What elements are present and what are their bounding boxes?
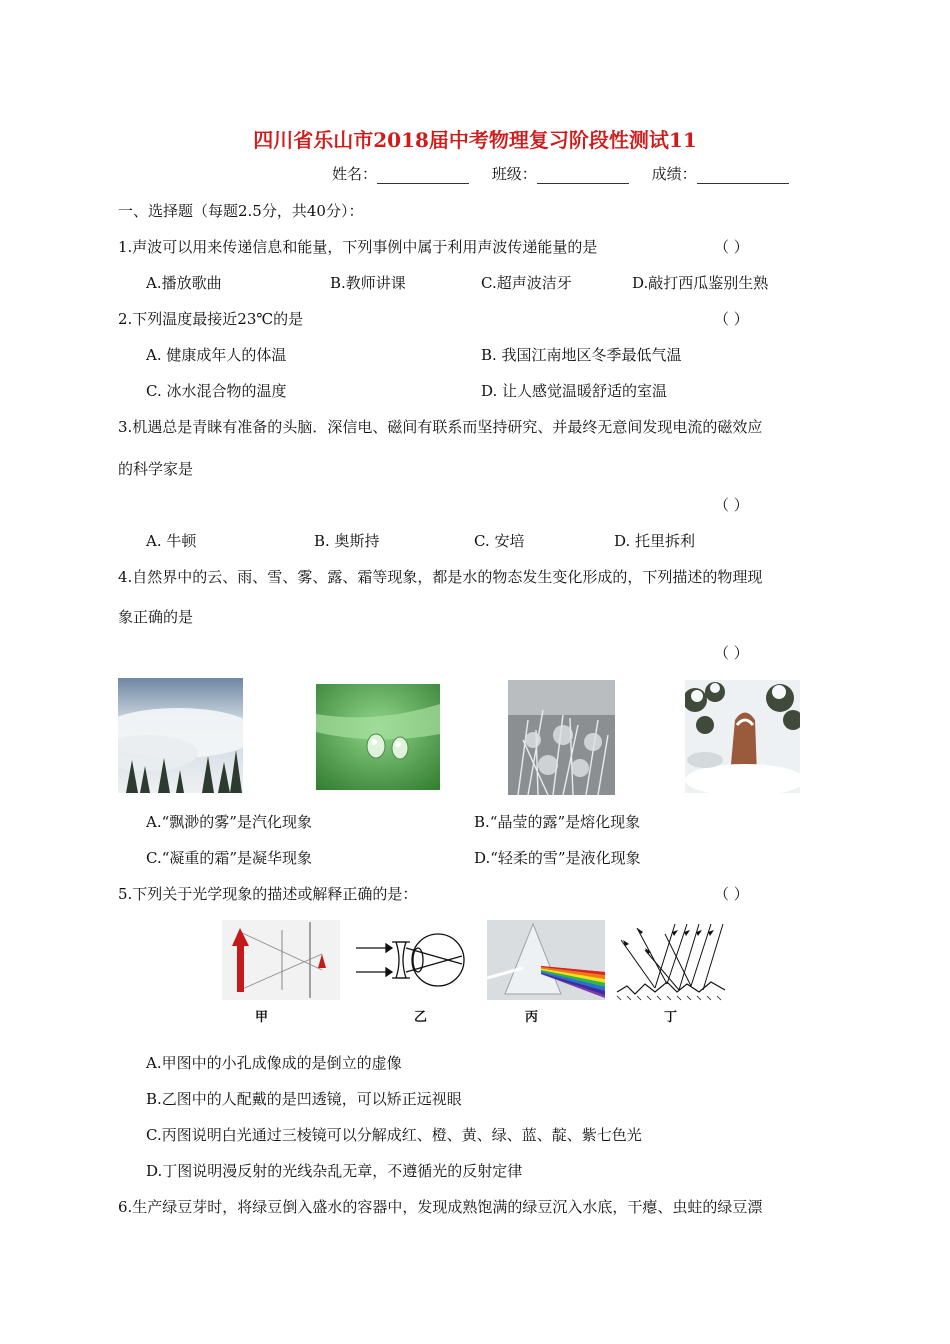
q5-option-a: A.甲图中的小孔成像成的是倒立的虚像 — [146, 1054, 402, 1072]
question-4-stem-line2: 象正确的是 — [118, 608, 194, 626]
question-6-stem: 6.生产绿豆芽时，将绿豆倒入盛水的容器中，发现成熟饱满的绿豆沉入水底，干瘪、虫蛀的绿豆漂 — [118, 1198, 763, 1216]
q3-option-a: A. 牛顿 — [146, 532, 197, 550]
fog-photo — [118, 678, 243, 793]
q1-option-b: B.教师讲课 — [330, 274, 406, 292]
answer-paren: （ ） — [714, 496, 749, 514]
prism-figure — [487, 920, 605, 1000]
fig-label-yi: 乙 — [414, 1010, 428, 1025]
snow-photo — [685, 680, 800, 793]
q5-option-c: C.丙图说明白光通过三棱镜可以分解成红、橙、黄、绿、蓝、靛、紫七色光 — [146, 1126, 642, 1144]
answer-paren: （ ） — [714, 238, 749, 256]
pinhole-figure — [222, 920, 340, 1000]
q4-option-a: A.“飘渺的雾”是汽化现象 — [146, 813, 312, 831]
question-4-stem-line1: 4.自然界中的云、雨、雪、雾、露、霜等现象，都是水的物态发生变化形成的，下列描述的物理现 — [118, 568, 763, 586]
class-label: 班级： — [491, 165, 537, 183]
q2-option-b: B. 我国江南地区冬季最低气温 — [481, 346, 682, 364]
fig-label-jia: 甲 — [255, 1010, 269, 1025]
q3-option-d: D. 托里拆利 — [614, 532, 696, 550]
name-blank — [377, 169, 469, 184]
q3-option-b: B. 奥斯持 — [314, 532, 380, 550]
student-info — [332, 163, 807, 184]
question-5-stem: 5.下列关于光学现象的描述或解释正确的是： — [118, 885, 418, 903]
q2-option-d: D. 让人感觉温暖舒适的室温 — [481, 382, 668, 400]
q4-option-c: C.“凝重的霜”是凝华现象 — [146, 849, 313, 867]
q4-option-d: D.“轻柔的雪”是液化现象 — [474, 849, 641, 867]
answer-paren: （ ） — [714, 885, 749, 903]
dew-photo — [316, 684, 440, 790]
q5-option-b: B.乙图中的人配戴的是凹透镜，可以矫正远视眼 — [146, 1090, 462, 1108]
section-heading: 一、选择题（每题2.5分，共40分）： — [118, 202, 364, 220]
q1-option-c: C.超声波洁牙 — [481, 274, 572, 292]
score-label: 成绩： — [651, 165, 697, 183]
answer-paren: （ ） — [714, 310, 749, 328]
answer-paren: （ ） — [714, 644, 749, 662]
eye-lens-figure — [352, 920, 470, 1000]
q1-option-a: A.播放歌曲 — [146, 274, 222, 292]
score-blank — [697, 169, 789, 184]
q3-option-c: C. 安培 — [474, 532, 525, 550]
q1-option-d: D.敲打西瓜鉴别生熟 — [632, 274, 769, 292]
question-3-stem-line1: 3.机遇总是青睐有准备的头脑．深信电、磁间有联系而坚持研究、并最终无意间发现电流的磁效应 — [118, 418, 763, 436]
frost-photo — [508, 680, 615, 795]
question-1-stem: 1.声波可以用来传递信息和能量，下列事例中属于利用声波传递能量的是 — [118, 238, 598, 256]
name-label: 姓名： — [332, 165, 378, 183]
question-3-stem-line2: 的科学家是 — [118, 460, 194, 478]
q2-option-c: C. 冰水混合物的温度 — [146, 382, 287, 400]
page-title: 四川省乐山市2018届中考物理复习阶段性测试11 — [253, 128, 697, 152]
diffuse-reflection-figure — [615, 920, 727, 1002]
class-blank — [537, 169, 629, 184]
fig-label-ding: 丁 — [664, 1010, 678, 1025]
q2-option-a: A. 健康成年人的体温 — [146, 346, 287, 364]
q5-option-d: D.丁图说明漫反射的光线杂乱无章，不遵循光的反射定律 — [146, 1162, 523, 1180]
q4-option-b: B.“晶莹的露”是熔化现象 — [474, 813, 641, 831]
fig-label-bing: 丙 — [525, 1010, 539, 1025]
question-2-stem: 2.下列温度最接近23℃的是 — [118, 310, 304, 328]
